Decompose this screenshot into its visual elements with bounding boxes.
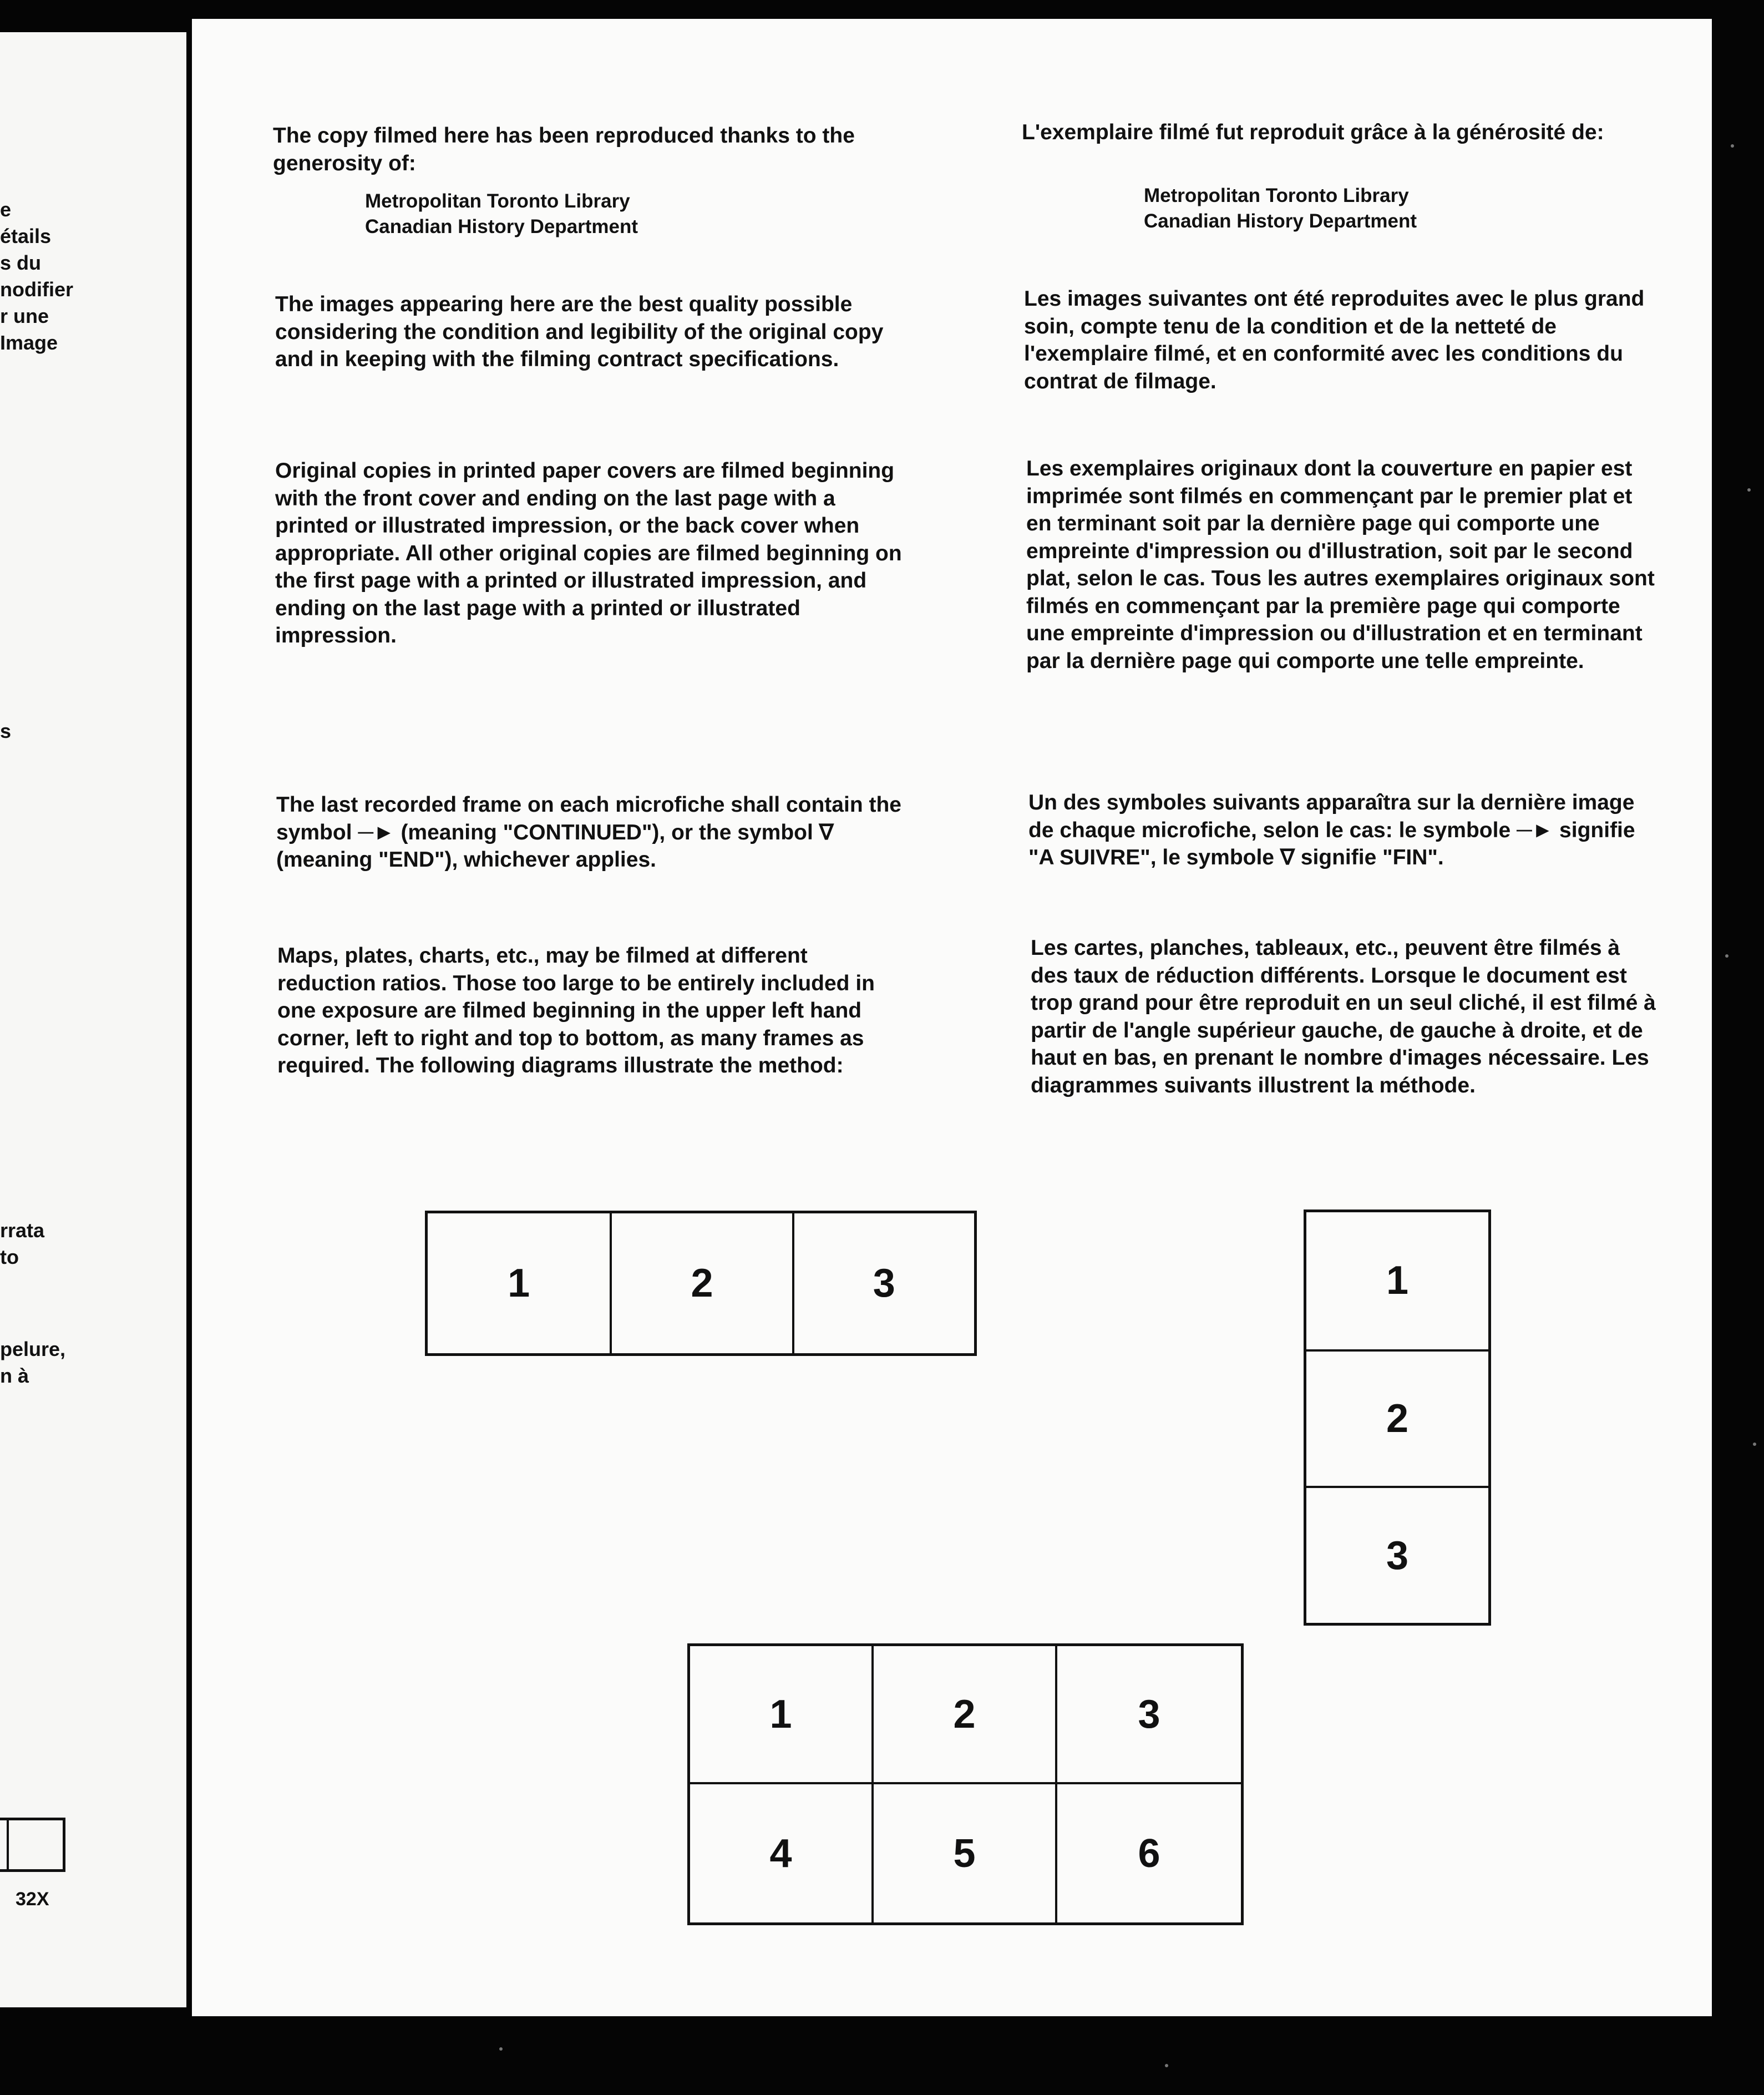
left-fragment: étails	[0, 225, 52, 247]
french-symbols-paragraph: Un des symboles suivants apparaîtra sur la dernière image de chaque microfiche, selon le cas: le symbole ─► signifie "A SUIVRE", le symbole ∇ signifie "FIN".	[1028, 791, 1635, 869]
english-quality-paragraph: The images appearing here are the best quality possible considering the condition and legibility of the original copy and in keeping with the filming contract specifications.	[275, 292, 884, 371]
scan-speck	[1731, 144, 1734, 148]
frame-cell: 2	[610, 1213, 792, 1353]
diagram-horizontal-frames	[425, 1211, 977, 1356]
reduction-box-divider	[0, 1820, 9, 1869]
frame-cell: 6	[1138, 1831, 1160, 1876]
main-page	[192, 19, 1712, 2016]
reduction-box	[0, 1818, 65, 1872]
left-fragment: pelure,	[0, 1338, 66, 1360]
english-intro: The copy filmed here has been reproduced thanks to the generosity of:	[273, 124, 855, 175]
frame-cell: 5	[874, 1784, 1057, 1922]
frame-cell: 4	[690, 1784, 874, 1922]
left-fragment: n à	[0, 1364, 29, 1387]
frame-cell: 2	[1306, 1349, 1488, 1486]
left-page-fragment	[0, 32, 186, 2007]
frame-cell: 1	[508, 1261, 530, 1305]
diagram-grid-frames	[687, 1643, 1244, 1925]
french-maps-paragraph: Les cartes, planches, tableaux, etc., peuvent être filmés à des taux de réduction différents. Lorsque le document est trop grand pour être reproduit en un seul cliché, il est filmé à partir de l'angle supérieur gauche, de gauche à droite, et de haut en bas, en prenant le nombre d'images nécessaire. Les diagrammes suivants illustrent la méthode.	[1031, 936, 1656, 1097]
frame-cell: 3	[1306, 1486, 1488, 1623]
english-credit-library: Metropolitan Toronto Library	[365, 190, 630, 212]
left-fragment: rrata	[0, 1219, 45, 1242]
french-credit-department: Canadian History Department	[1144, 210, 1417, 232]
frame-cell: 2	[874, 1646, 1057, 1784]
french-covers-paragraph: Les exemplaires originaux dont la couverture en papier est imprimée sont filmés en commençant par le premier plat et en terminant soit par la dernière page qui comporte une empreinte d'impression ou d'illustration, soit par le second plat, selon le cas. Tous les autres exemplaires originaux sont filmés en commençant par la première page qui comporte une empreinte d'impression ou d'illustration et en terminant par la dernière page qui comporte une telle empreinte.	[1026, 457, 1655, 673]
left-fragment: r une	[0, 305, 49, 327]
scan-speck	[1753, 1443, 1756, 1446]
scan-speck	[1725, 954, 1728, 958]
frame-cell: 1	[690, 1646, 874, 1784]
frame-cell: 3	[1057, 1646, 1241, 1784]
diagram-vertical-frames	[1304, 1210, 1491, 1626]
left-fragment: nodifier	[0, 278, 73, 301]
left-fragment: Image	[0, 331, 58, 354]
french-quality-paragraph: Les images suivantes ont été reproduites avec le plus grand soin, compte tenu de la condition et de la netteté de l'exemplaire filmé, et en conformité avec les conditions du contrat de filmage.	[1024, 287, 1645, 393]
english-symbols-paragraph: The last recorded frame on each microfiche shall contain the symbol ─► (meaning "CONTINUED"), or the symbol ∇ (meaning "END"), whichever applies.	[276, 793, 901, 872]
english-credit-department: Canadian History Department	[365, 216, 638, 237]
english-maps-paragraph: Maps, plates, charts, etc., may be filmed at different reduction ratios. Those too large to be entirely included in one exposure are filmed beginning in the upper left hand corner, left to right and top to bottom, as many frames as required. The following diagrams illustrate the method:	[277, 944, 875, 1077]
left-fragment: s	[0, 720, 12, 742]
left-fragment: s du	[0, 251, 42, 274]
left-fragment: to	[0, 1246, 19, 1268]
left-fragment: e	[0, 198, 12, 221]
scan-speck	[1165, 2064, 1168, 2067]
frame-cell: 1	[1386, 1258, 1409, 1303]
scan-speck	[1747, 488, 1751, 492]
english-covers-paragraph: Original copies in printed paper covers are filmed beginning with the front cover and ending on the last page with a printed or illustrated impression, or the back cover when appropriate. All other original copies are filmed beginning on the first page with a printed or illustrated impression, and ending on the last page with a printed or illustrated impression.	[275, 459, 902, 647]
french-intro: L'exemplaire filmé fut reproduit grâce à la générosité de:	[1022, 120, 1604, 144]
reduction-label: 32X	[16, 1889, 49, 1910]
scan-speck	[499, 2047, 503, 2051]
french-credit-library: Metropolitan Toronto Library	[1144, 185, 1409, 206]
frame-cell: 3	[792, 1213, 974, 1353]
